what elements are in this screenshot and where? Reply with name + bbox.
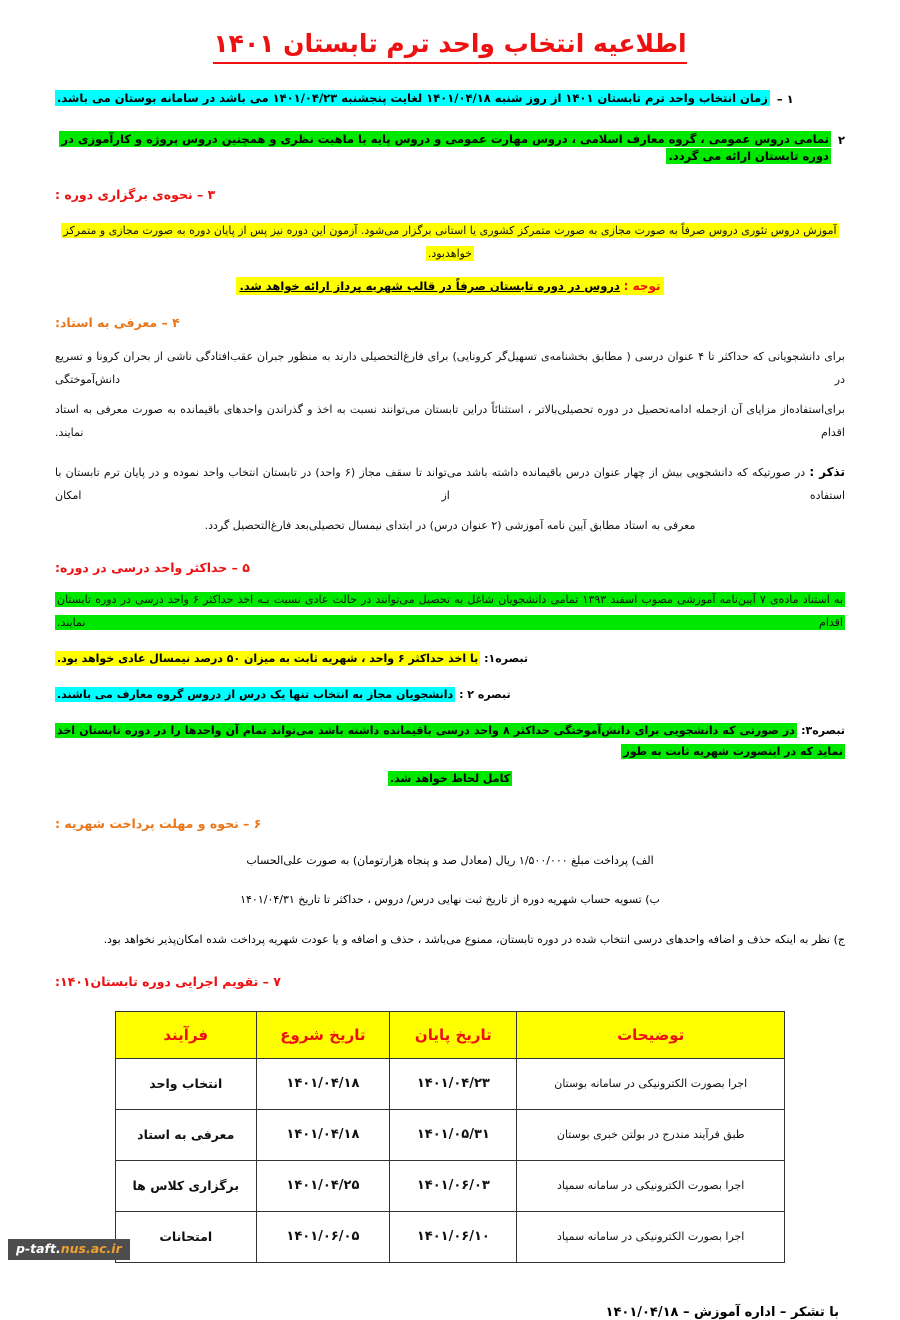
section-3-paragraph	[55, 220, 845, 265]
section-4-reminder-text-1: در صورتیکه که دانشجویی بیش از چهار عنوان درس باقیمانده داشته باشد می‌تواند تا سقف مجاز (۶ واحد) در تابستان انتخاب واحد نموده و در پایان ترم تابستان با استفاده از امکان	[55, 466, 845, 502]
table-header-row	[116, 1011, 785, 1058]
row-1-description: طبق فرآیند مندرج در بولتن خبری بوستان	[517, 1109, 785, 1160]
section-3-note	[55, 279, 845, 293]
table-row	[116, 1109, 785, 1160]
section-6-item-a: الف) پرداخت مبلغ ۱/۵۰۰/۰۰۰ ریال (معادل صد و پنجاه هزارتومان) به صورت علی‌الحساب	[246, 853, 654, 867]
row-2-process: برگزاری کلاس ها	[116, 1160, 257, 1211]
section-7-heading: ۷ – تقویم اجرایی دوره تابستان۱۴۰۱:	[55, 973, 281, 989]
row-3-start-date: ۱۴۰۱/۰۶/۰۵	[256, 1211, 390, 1262]
watermark-part-1: p-taft.	[16, 1241, 61, 1257]
row-3-end-date: ۱۴۰۱/۰۶/۱۰	[390, 1211, 517, 1262]
row-3-description: اجرا بصورت الکترونیکی در سامانه سمپاد	[517, 1211, 785, 1262]
section-4-reminder-label: تذکر :	[809, 465, 845, 480]
tabsare-3-text-line-2: کامل لحاظ خواهد شد.	[389, 771, 511, 785]
row-2-start-date: ۱۴۰۱/۰۴/۲۵	[256, 1160, 390, 1211]
notice-item-2	[55, 131, 845, 166]
section-5-tabsare-3	[55, 721, 845, 763]
tabsare-1-text: با اخذ حداکثر ۶ واحد ، شهریه ثابت به میزان ۵۰ درصد نیمسال عادی خواهد بود.	[57, 652, 479, 666]
section-3-note-label: توجه :	[623, 279, 661, 294]
section-6-item-c: ج) نظر به اینکه حذف و اضافه واحدهای درسی انتخاب شده در دوره تابستان، ممنوع می‌باشد ، حذف و اضافه و یا عودت شهریه پرداخت شده امکان‌پذیر نخواهد بود.	[103, 933, 845, 947]
table-row	[116, 1211, 785, 1262]
row-0-description: اجرا بصورت الکترونیکی در سامانه بوستان	[517, 1058, 785, 1109]
table-header-description: توضیحات	[517, 1011, 785, 1058]
watermark-part-2: nus.ac.ir	[60, 1241, 122, 1257]
row-1-start-date: ۱۴۰۱/۰۴/۱۸	[256, 1109, 390, 1160]
section-4-reminder-line-1	[55, 460, 845, 507]
section-5-tabsare-1	[55, 649, 845, 670]
table-header-start-date: تاریخ شروع	[256, 1011, 390, 1058]
table-header-process: فرآیند	[116, 1011, 257, 1058]
document-footer: با تشکر – اداره آموزش – ۱۴۰۱/۰۴/۱۸	[605, 1304, 839, 1320]
tabsare-2-text: دانشجویان مجاز به انتخاب تنها یک درس از دروس گروه معارف می باشند.	[57, 687, 454, 701]
table-row	[116, 1160, 785, 1211]
section-4-paragraph-line-1: برای دانشجویانی که حداکثر تا ۴ عنوان درسی ( مطابق بخشنامه‌ی تسهیل‌گر کرونایی) برای فارغ‌التحصیلی دارند به منظور جبران عقب‌افتادگی ناشی از بحران کرونا و تسریع در دانش‌آموختگی	[55, 350, 845, 386]
section-6-item-b: ب) تسویه حساب شهریه دوره از تاریخ ثبت نهایی درس/ دروس ، حداکثر تا تاریخ ۱۴۰۱/۰۴/۳۱	[240, 893, 660, 907]
section-3-note-text: دروس در دوره تابستان صرفاً در قالب شهریه پرداز ارائه خواهد شد.	[239, 279, 620, 294]
site-watermark	[8, 1239, 130, 1260]
row-2-description: اجرا بصورت الکترونیکی در سامانه سمپاد	[517, 1160, 785, 1211]
table-row	[116, 1058, 785, 1109]
section-5-heading: ۵ – حداکثر واحد درسی در دوره:	[55, 559, 250, 575]
section-6-heading: ۶ – نحوه و مهلت پرداخت شهریه :	[55, 815, 262, 831]
tabsare-3-text-line-1: در صورتی که دانشجویی برای دانش‌آموختگی حداکثر ۸ واحد درسی باقیمانده داشته باشد می‌تواند تمام آن واحدها را در دوره تابستان اخذ نماید که در اینصورت شهریه ثابت به طور	[57, 723, 843, 758]
item-2-text: تمامی دروس عمومی ، گروه معارف اسلامی ، دروس مهارت عمومی و دروس پایه با ماهیت نظری و همچنین دروس پروژه و کارآموزی در دوره تابستان ارائه می گردد.	[61, 131, 829, 163]
item-1-text: زمان انتخاب واحد ترم تابستان ۱۴۰۱ از روز شنبه ۱۴۰۱/۰۴/۱۸ لغایت پنجشنبه ۱۴۰۱/۰۴/۲۳ می باشد در سامانه بوستان می باشد.	[57, 91, 768, 106]
section-5-paragraph-text: به استناد ماده‌ی ۷ آیین‌نامه آموزشی مصوب اسفند ۱۳۹۳ تمامی دانشجویان شاغل به تحصیل می‌توانند در حالت عادی نسبت بـه اخذ حداکثر ۶ واحد درسی در دوره تابستان اقدام نمایند.	[57, 592, 844, 629]
tabsare-2-label: تبصره ۲ :	[459, 687, 511, 701]
calendar-table	[115, 1011, 785, 1263]
page-title	[55, 0, 845, 64]
item-2-index: ۲	[837, 132, 845, 147]
section-3-paragraph-text: آموزش دروس تئوری دروس صرفاً به صورت مجازی به صورت متمرکز کشوری یا استانی برگزار می‌شود. آزمون این دوره نیز پس از پایان دوره به صورت مجازی و متمرکز خواهدبود.	[63, 224, 837, 260]
notice-item-1	[55, 90, 845, 108]
section-4-reminder-line-2: معرفی به استاد مطابق آیین نامه آموزشی (۲ عنوان درس) در ابتدای نیمسال تحصیلی‌بعد فارغ‌التحصیل گردد.	[204, 519, 696, 533]
row-0-end-date: ۱۴۰۱/۰۴/۲۳	[390, 1058, 517, 1109]
row-3-process: امتحانات	[116, 1211, 257, 1262]
tabsare-1-label: تبصره۱:	[484, 652, 529, 666]
row-1-process: معرفی به استاد	[116, 1109, 257, 1160]
row-1-end-date: ۱۴۰۱/۰۵/۳۱	[390, 1109, 517, 1160]
section-5-tabsare-3-cont	[55, 769, 845, 790]
table-header-end-date: تاریخ پایان	[390, 1011, 517, 1058]
row-0-process: انتخاب واحد	[116, 1058, 257, 1109]
section-4-heading: ۴ – معرفی به استاد:	[55, 315, 180, 331]
section-3-heading: ۳ – نحوه‌ی برگزاری دوره :	[55, 187, 216, 202]
section-5-paragraph	[55, 589, 845, 634]
page-title-text: اطلاعیه انتخاب واحد ترم تابستان ۱۴۰۱	[213, 28, 686, 64]
item-1-index: ۱ –	[776, 92, 794, 107]
section-4-paragraph-line-2: برای‌استفاده‌از مزایای آن از‌جمله ادامه‌تحصیل در دوره تحصیلی‌بالاتر ، استثنائاً در‌این تابستان می‌توانند نسبت به اخذ و گذراندن واحدهای باقیمانده به صورت معرفی به استاد اقدام نمایند.	[55, 403, 845, 439]
row-2-end-date: ۱۴۰۱/۰۶/۰۳	[390, 1160, 517, 1211]
section-5-tabsare-2	[55, 685, 845, 706]
row-0-start-date: ۱۴۰۱/۰۴/۱۸	[256, 1058, 390, 1109]
tabsare-3-label: تبصره۳:	[801, 723, 845, 737]
calendar-table-wrapper	[55, 1011, 845, 1263]
